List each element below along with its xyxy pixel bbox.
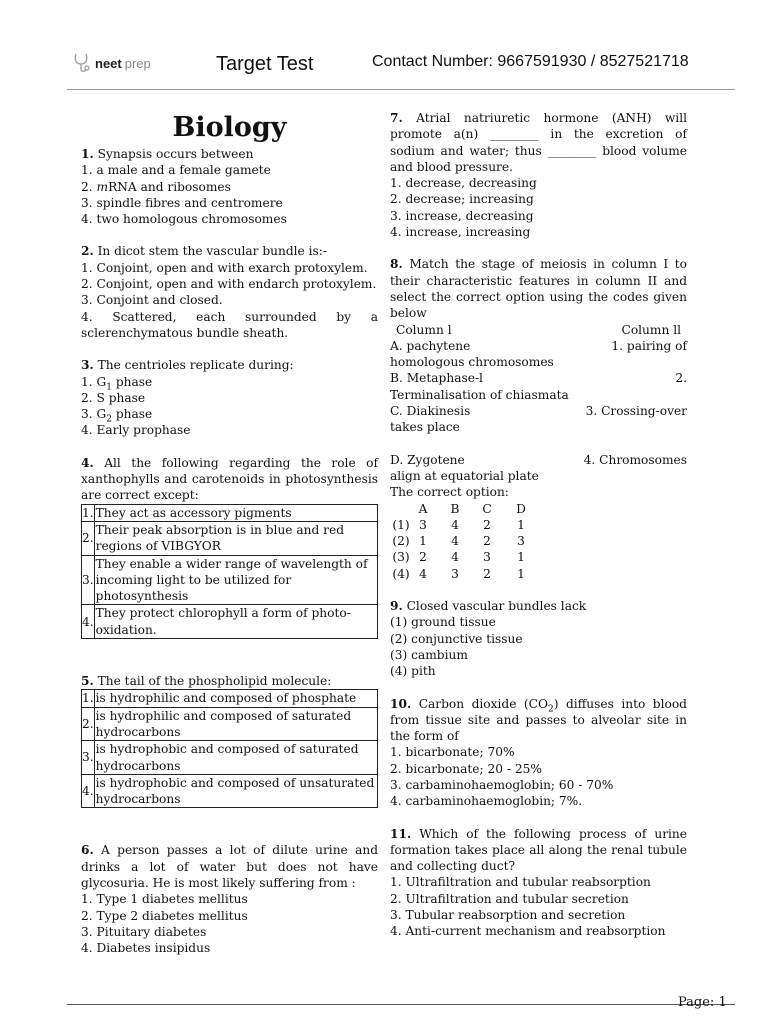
option[interactable]: (3) cambium bbox=[390, 647, 468, 662]
question-number: 1. bbox=[81, 147, 94, 161]
test-title: Target Test bbox=[216, 53, 314, 75]
option[interactable]: 2. Conjoint, open and with endarch protoxylem. bbox=[81, 277, 377, 292]
option[interactable]: 3. Conjoint and closed. bbox=[81, 293, 223, 308]
option[interactable]: 4. carbaminohaemoglobin; 7%. bbox=[390, 794, 583, 809]
question-number: 3. bbox=[81, 358, 94, 373]
option[interactable]: 4. Diabetes insipidus bbox=[81, 941, 211, 956]
option[interactable]: 3. carbaminohaemoglobin; 60 - 70% bbox=[390, 777, 614, 792]
option[interactable]: 2. bicarbonate; 20 - 25% bbox=[390, 761, 542, 776]
correct-option-label: The correct option: bbox=[390, 485, 509, 500]
option-row[interactable]: 4. They protect chlorophyll a form of photo-oxidation. bbox=[82, 605, 378, 639]
question-number: 7. bbox=[390, 111, 403, 125]
header-divider bbox=[67, 89, 735, 90]
question-5 bbox=[81, 673, 378, 808]
codes-header-row: A B C D bbox=[418, 501, 526, 516]
option[interactable]: 2. mRNA and ribosomes bbox=[81, 179, 231, 194]
question-10 bbox=[390, 696, 687, 810]
page-number: Page: 1 bbox=[678, 995, 727, 1010]
option[interactable]: 1. bicarbonate; 70% bbox=[390, 745, 515, 760]
option[interactable]: 3. Pituitary diabetes bbox=[81, 924, 207, 939]
options-table bbox=[81, 504, 378, 639]
option[interactable]: 1. Conjoint, open and with exarch protoxylem. bbox=[81, 260, 368, 275]
page-header bbox=[0, 0, 768, 90]
question-number: 9. bbox=[390, 599, 403, 614]
option-row[interactable]: 3. is hydrophobic and composed of saturated hydrocarbons bbox=[82, 741, 378, 775]
question-text: All the following regarding the role of xanthophylls and carotenoids in photosynthesis are correct except: bbox=[81, 455, 378, 503]
question-text: Atrial natriuretic hormone (ANH) will promote a(n) ________ in the excretion of sodium and water; thus ________ blood volume and blood pressure. bbox=[390, 111, 687, 174]
neetprep-logo[interactable] bbox=[72, 52, 151, 74]
question-text: Which of the following process of urine formation takes place all along the renal tubule and collecting duct? bbox=[390, 826, 687, 874]
subject-title: Biology bbox=[172, 112, 287, 143]
option[interactable]: 4. increase, increasing bbox=[390, 225, 531, 240]
option[interactable]: 2. Type 2 diabetes mellitus bbox=[81, 908, 248, 923]
option[interactable]: 4. Anti-current mechanism and reabsorption bbox=[390, 924, 666, 939]
column-headers bbox=[390, 322, 687, 338]
question-8 bbox=[390, 256, 687, 582]
question-text: Carbon dioxide $(CO_2)$ diffuses into blood from tissue site and passes to alveolar site in the form of bbox=[390, 696, 687, 744]
question-text: The tail of the phospholipid molecule: bbox=[97, 674, 332, 689]
option[interactable]: (2) conjunctive tissue bbox=[390, 631, 523, 646]
option-row[interactable]: 4. is hydrophobic and composed of unsaturated hydrocarbons bbox=[82, 774, 378, 808]
question-text: Match the stage of meiosis in column I to their characteristic features in column II and select the correct option using the codes given below bbox=[390, 257, 687, 321]
option[interactable]: 4. two homologous chromosomes bbox=[81, 212, 287, 227]
question-number: 8. bbox=[390, 257, 403, 272]
match-pair: B. Metaphase-l 2. Terminalisation of chiasmata bbox=[390, 371, 687, 402]
question-text: In dicot stem the vascular bundle is:- bbox=[97, 244, 328, 259]
question-6 bbox=[81, 842, 378, 956]
code-option-row[interactable]: (4) 4 3 2 1 bbox=[392, 566, 525, 581]
code-option-row[interactable]: (3) 2 4 3 1 bbox=[392, 550, 525, 565]
question-9 bbox=[390, 598, 687, 679]
question-number: 5. bbox=[81, 674, 94, 689]
stethoscope-icon bbox=[72, 52, 92, 74]
option-row[interactable]: 1. is hydrophilic and composed of phosphate bbox=[82, 690, 378, 707]
logo-prep-text: prep bbox=[124, 55, 151, 71]
question-text: Synapsis occurs between bbox=[97, 147, 254, 161]
option[interactable]: 1. Type 1 diabetes mellitus bbox=[81, 892, 248, 907]
code-option-row[interactable]: (1) 3 4 2 1 bbox=[392, 517, 525, 532]
option-row[interactable]: 1. They act as accessory pigments bbox=[82, 504, 378, 521]
left-column bbox=[81, 110, 378, 956]
option[interactable]: (1) ground tissue bbox=[390, 615, 496, 630]
contact-number: Contact Number: 9667591930 / 8527521718 bbox=[372, 53, 689, 70]
option[interactable]: 1. $G_1$ phase bbox=[81, 374, 153, 392]
match-pair: A. pachytene 1. pairing of homologous chromosomes bbox=[390, 338, 687, 370]
answer-codes-table bbox=[390, 501, 544, 582]
options-table bbox=[81, 689, 378, 808]
footer-divider bbox=[67, 1004, 735, 1005]
column-2-header: Column ll bbox=[621, 322, 681, 337]
question-7 bbox=[390, 110, 687, 240]
option[interactable]: 1. Ultrafiltration and tubular reabsorption bbox=[390, 875, 651, 890]
right-column bbox=[390, 110, 687, 940]
option-row[interactable]: 2. is hydrophilic and composed of saturated hydrocarbons bbox=[82, 707, 378, 741]
question-1 bbox=[81, 146, 378, 227]
option[interactable]: (4) pith bbox=[390, 664, 436, 679]
question-number: 10. bbox=[390, 696, 412, 711]
question-4 bbox=[81, 455, 378, 639]
option-row[interactable]: 3. They enable a wider range of wavelength of incoming light to be utilized for photosynthesis bbox=[82, 555, 378, 605]
option[interactable]: 3. $G_2$ phase bbox=[81, 407, 153, 425]
option[interactable]: 2. Ultrafiltration and tubular secretion bbox=[390, 891, 629, 906]
logo-neet-text: neet bbox=[95, 55, 122, 71]
option[interactable]: 4. Early prophase bbox=[81, 423, 191, 438]
option[interactable]: 1. decrease, decreasing bbox=[390, 176, 537, 191]
question-text: A person passes a lot of dilute urine and drinks a lot of water but does not have glycosuria. He is most likely suffering from : bbox=[81, 843, 378, 890]
question-2 bbox=[81, 243, 378, 341]
question-number: 11. bbox=[390, 826, 412, 841]
question-11 bbox=[390, 826, 687, 940]
option[interactable]: 3. increase, decreasing bbox=[390, 208, 534, 223]
option-row[interactable]: 2. Their peak absorption is in blue and red regions of VIBGYOR bbox=[82, 521, 378, 555]
option[interactable]: 2. decrease; increasing bbox=[390, 192, 534, 207]
question-number: 4. bbox=[81, 455, 94, 470]
option[interactable]: 3. Tubular reabsorption and secretion bbox=[390, 908, 626, 923]
match-pair: D. Zygotene 4. Chromosomes align at equatorial plate bbox=[390, 452, 687, 483]
question-text: The centrioles replicate during: bbox=[97, 358, 294, 373]
option[interactable]: 3. spindle fibres and centromere bbox=[81, 195, 283, 210]
option[interactable]: 1. a male and a female gamete bbox=[81, 163, 271, 178]
question-number: 6. bbox=[81, 843, 94, 858]
column-1-header: Column l bbox=[396, 322, 452, 337]
question-text: Closed vascular bundles lack bbox=[406, 599, 587, 614]
option[interactable]: 2. S phase bbox=[81, 390, 146, 405]
question-number: 2. bbox=[81, 244, 94, 259]
question-3 bbox=[81, 357, 378, 438]
match-pair: C. Diakinesis 3. Crossing-over takes place bbox=[390, 404, 687, 435]
option[interactable]: 4. Scattered, each surrounded by a sclerenchymatous bundle sheath. bbox=[81, 309, 378, 340]
code-option-row[interactable]: (2) 1 4 2 3 bbox=[392, 534, 525, 549]
